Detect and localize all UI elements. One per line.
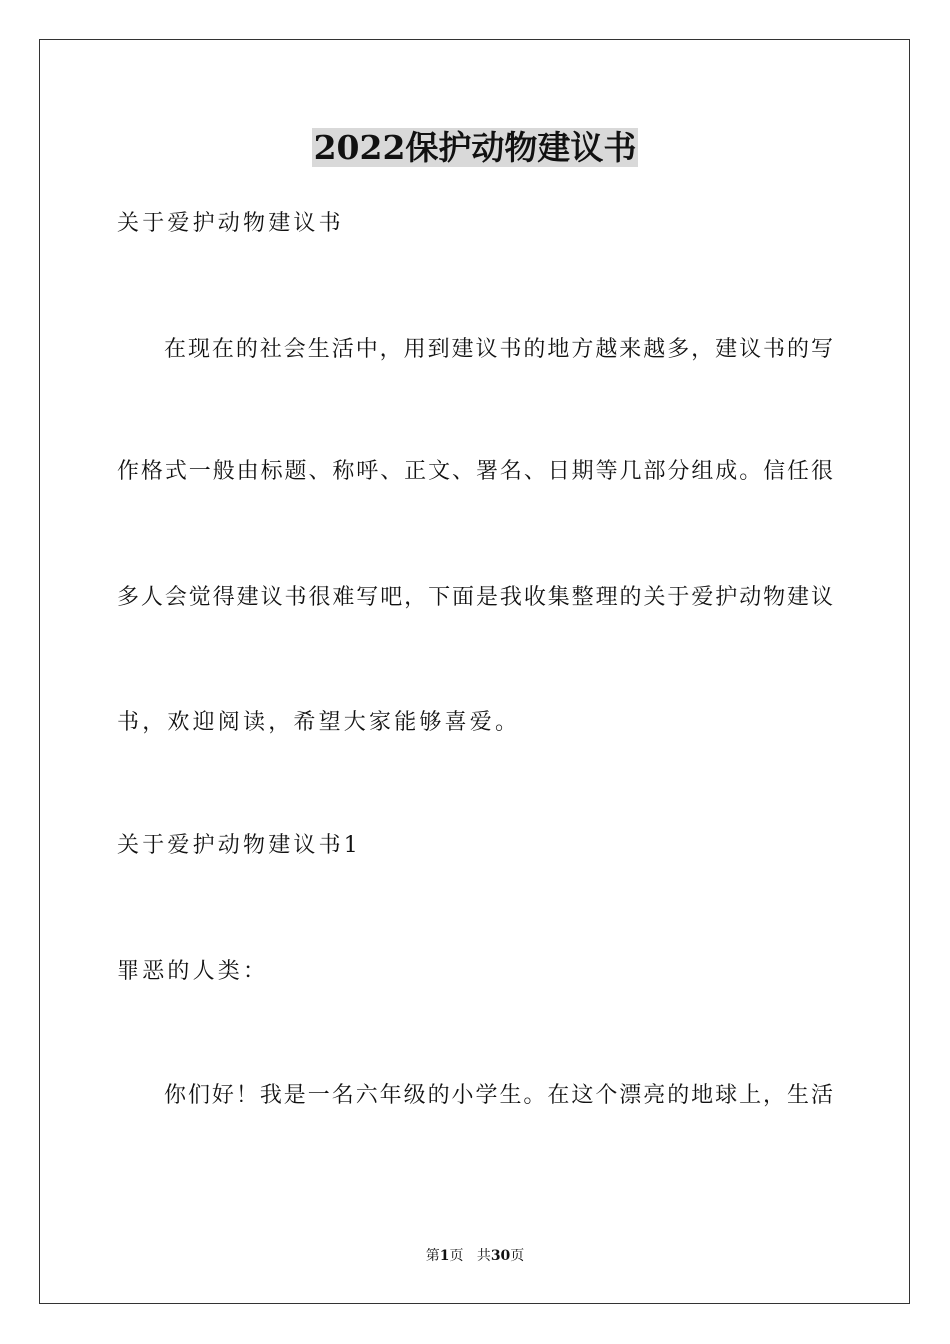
- total-page-count: 30: [490, 1248, 511, 1264]
- paragraph-line: 作格式一般由标题、称呼、正文、署名、日期等几部分组成。信任很: [117, 459, 833, 484]
- page-suffix: 页: [449, 1248, 464, 1264]
- paragraph-line: 你们好！我是一名六年级的小学生。在这个漂亮的地球上，生活: [164, 1083, 833, 1108]
- section-heading: 关于爱护动物建议书1: [117, 833, 361, 858]
- salutation-line: 罪恶的人类：: [117, 959, 269, 984]
- paragraph-line: 在现在的社会生活中，用到建议书的地方越来越多，建议书的写: [164, 337, 833, 362]
- subtitle-line: 关于爱护动物建议书: [117, 211, 344, 236]
- current-page-number: 1: [439, 1248, 450, 1264]
- page-prefix: 第: [425, 1248, 440, 1264]
- total-suffix: 页: [510, 1248, 525, 1264]
- document-title: [0, 128, 950, 168]
- paragraph-line: 多人会觉得建议书很难写吧，下面是我收集整理的关于爱护动物建议: [117, 585, 833, 610]
- page-footer: [0, 1247, 950, 1265]
- document-title-text: 2022保护动物建议书: [313, 128, 637, 167]
- total-prefix: 共: [476, 1248, 491, 1264]
- paragraph-line: 书，欢迎阅读，希望大家能够喜爱。: [117, 710, 521, 735]
